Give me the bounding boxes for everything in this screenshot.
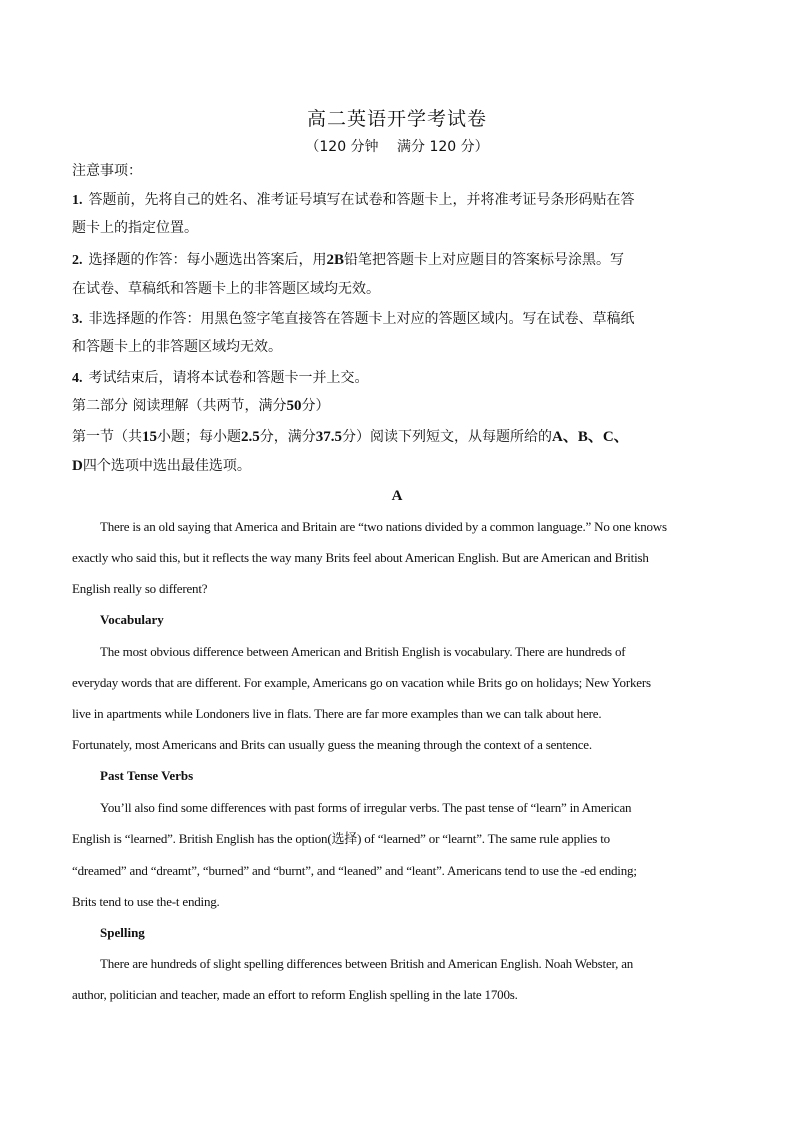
passage-line: exactly who said this, but it reflects the way many Brits feel about American English. But are American and British xyxy=(72,550,649,565)
passage-line: English really so different? xyxy=(72,581,208,596)
section1-text: 小题；每小题 xyxy=(157,429,241,445)
note-item-4 xyxy=(72,368,369,389)
passage-line: There are hundreds of slight spelling differences between British and American English. Noah Webster, an xyxy=(100,956,634,971)
part2-score: 50 xyxy=(286,398,302,414)
passage-line: “dreamed” and “dreamt”, “burned” and “burnt”, and “leaned” and “leant”. Americans tend to use the -ed ending; xyxy=(72,863,637,878)
passage-line: There is an old saying that America and Britain are “two nations divided by a common language.” No one knows xyxy=(100,519,667,534)
section1-total-score: 37.5 xyxy=(315,429,342,445)
note-number: 1. xyxy=(72,193,83,208)
section1-instruction xyxy=(72,427,629,447)
section1-text: 第一节（共 xyxy=(72,429,142,445)
part2-heading-end: 分） xyxy=(301,398,330,414)
note-item-3-line-2: 和答题卡上的非答题区域均无效。 xyxy=(72,339,282,355)
exam-subtitle: （120 分钟 满分 120 分） xyxy=(305,139,489,155)
passage-line: The most obvious difference between American and British English is vocabulary. There are hundreds of xyxy=(100,644,626,659)
note-item-2 xyxy=(72,250,624,271)
note-item-3 xyxy=(72,309,635,330)
section1-count: 15 xyxy=(142,429,157,445)
passage-line: author, politician and teacher, made an effort to reform English spelling in the late 1700s. xyxy=(72,987,518,1002)
note-text: 答题前，先将自己的姓名、准考证号填写在试卷和答题卡上，并将准考证号条形码贴在答 xyxy=(88,192,635,208)
section1-text: 四个选项中选出最佳选项。 xyxy=(82,458,251,474)
passage-label: A xyxy=(391,488,403,504)
section1-each-score: 2.5 xyxy=(241,429,260,445)
note-number: 2. xyxy=(72,253,83,268)
section1-option-d: D xyxy=(72,458,83,474)
part2-heading-text: 第二部分 阅读理解（共两节，满分 xyxy=(72,398,287,414)
passage-line: live in apartments while Londoners live in flats. There are far more examples than we can talk about here. xyxy=(72,706,602,721)
section1-text: 分，满分 xyxy=(259,429,316,445)
passage-line: You’ll also find some differences with past forms of irregular verbs. The past tense of “learn” in American xyxy=(100,800,632,815)
notes-heading: 注意事项： xyxy=(72,163,142,179)
passage-line: English is “learned”. British English has the option(选择) of “learned” or “learnt”. The same rule applies to xyxy=(72,831,610,846)
note-item-2-line-2: 在试卷、草稿纸和答题卡上的非答题区域均无效。 xyxy=(72,281,380,297)
passage-line: Brits tend to use the-t ending. xyxy=(72,894,220,909)
note-item-1-line-2: 题卡上的指定位置。 xyxy=(72,220,198,236)
note-number: 3. xyxy=(72,312,83,327)
note-text: 考试结束后，请将本试卷和答题卡一并上交。 xyxy=(88,370,369,386)
passage-line: Fortunately, most Americans and Brits can usually guess the meaning through the context of a sentence. xyxy=(72,737,592,752)
section1-instruction-line-2 xyxy=(72,456,251,476)
note-number: 4. xyxy=(72,371,83,386)
pencil-grade: 2B xyxy=(326,252,345,268)
section1-text: 分）阅读下列短文，从每题所给的 xyxy=(342,429,552,445)
exam-title: 高二英语开学考试卷 xyxy=(306,108,487,130)
section1-options: A、B、C、 xyxy=(552,429,629,445)
note-text: 铅笔把答题卡上对应题目的答案标号涂黑。写 xyxy=(344,252,625,268)
note-item-1 xyxy=(72,190,635,211)
passage-line: everyday words that are different. For example, Americans go on vacation while Brits go on holidays; New Yorkers xyxy=(72,675,651,690)
subheading-spelling: Spelling xyxy=(100,925,145,940)
subheading-past-tense: Past Tense Verbs xyxy=(100,768,194,783)
part2-heading xyxy=(72,396,329,416)
note-text: 非选择题的作答：用黑色签字笔直接答在答题卡上对应的答题区域内。写在试卷、草稿纸 xyxy=(88,311,635,327)
subheading-vocabulary: Vocabulary xyxy=(100,612,164,627)
note-text: 选择题的作答：每小题选出答案后，用 xyxy=(88,252,327,268)
